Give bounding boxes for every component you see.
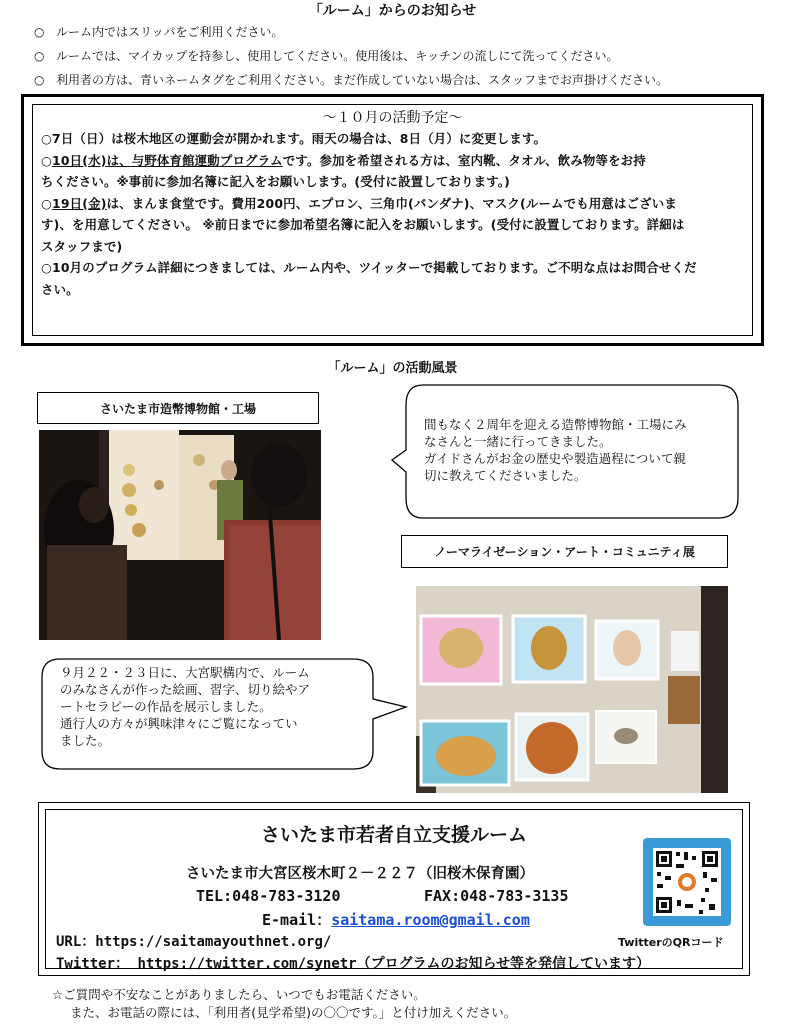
schedule-item-manma-shokudo-cont: す)、を用意してください。 ※前日までに参加希望名簿に記入をお願いします。(受付に設置しております。詳細は [41,217,685,232]
art-bubble-text: ９月２２・２３日に、大宮駅構内で、ルーム のみなさんが作った絵画、習字、切り絵やア ートセラピーの作品を展示しました。 通行人の方々が興味津々にご覧になってい ました。 [60,665,311,748]
footer-note-1: ☆ご質問や不安なことがありましたら、いつでもお電話ください。 [52,987,426,1002]
schedule-item-manma-shokudo-cont2: スタッフまで) [41,238,123,254]
schedule-item-program-details-cont: さい。 [41,281,79,297]
activity-scene-title: 「ルーム」の活動風景 [327,361,458,376]
qr-caption: TwitterのQRコード [618,936,724,949]
notice-item: ○ ルーム内ではスリッパをご利用ください。 [34,25,284,39]
schedule-item-gym-program-cont: ちください。※事前に参加名簿に記入をお願いします。(受付に設置しております。) [41,174,511,189]
org-address: さいたま市大宮区桜木町２－２２７（旧桜木保育園） [186,866,534,882]
schedule-item-sports-day: ○7日（日）は桜木地区の運動会が開かれます。雨天の場合は、8日（月）に変更します。 [41,131,547,146]
qr-code-icon [643,838,731,926]
url-link[interactable]: https://saitamayouthnet.org/ [95,934,332,950]
email-row: E-mail：saitama.room@gmail.com [262,911,530,929]
fax-number: FAX:048-783-3135 [424,887,569,905]
museum-label: さいたま市造幣博物館・工場 [37,392,319,424]
footer-note-2: また、お電話の際には、「利用者(見学希望)の〇〇です。」と付け加えください。 [70,1005,517,1020]
email-link[interactable]: saitama.room@gmail.com [331,911,530,929]
notice-item: ○ 利用者の方は、青いネームタグをご利用ください。まだ作成していない場合は、スタッフまでお声掛けください。 [34,73,669,87]
notices-title: 「ルーム」からのお知らせ [308,3,477,19]
art-exhibit-photo [416,586,728,793]
twitter-link[interactable]: https://twitter.com/synetr [137,956,357,972]
schedule-title: ～１０月の活動予定～ [322,110,463,126]
museum-bubble-text: 間もなく２周年を迎える造幣博物館・工場にみ なさんと一緒に行ってきました。 ガイドさんがお金の歴史や製造過程について親 切に教えてくださいました。 [424,417,687,483]
tel-number: TEL:048-783-3120 [196,887,341,905]
museum-photo-illustration [39,430,321,640]
schedule-item-program-details: ○10月のプログラム詳細につきましては、ルーム内や、ツイッターで掲載しております。ご不明な点はお問合せくだ [41,260,697,275]
twitter-qr-code [643,838,731,926]
museum-photo [39,430,321,640]
art-exhibit-label: ノーマライゼーション・アート・コミュニティ展 [401,535,728,568]
october-schedule-box [21,94,764,346]
url-row: URL：https://saitamayouthnet.org/ [56,934,332,950]
schedule-inner-frame [32,104,753,336]
schedule-item-manma-shokudo: ○19日(金)は、まんま食堂です。費用200円、エプロン、三角巾(バンダナ)、マスク(ルームでも用意はございま [41,195,677,211]
notice-item: ○ ルームでは、マイカップを持参し、使用してください。使用後は、キッチンの流しにて洗ってください。 [34,49,619,63]
org-name: さいたま市若者自立支援ルーム [260,824,527,846]
schedule-item-gym-program: ○10日(水)は、与野体育館運動プログラムです。参加を希望される方は、室内靴、タオル、飲み物等をお持 [41,152,646,168]
twitter-row: Twitter： https://twitter.com/synetr（プログラムのお知らせ等を発信しています） [56,956,651,972]
art-exhibit-illustration [416,586,728,793]
